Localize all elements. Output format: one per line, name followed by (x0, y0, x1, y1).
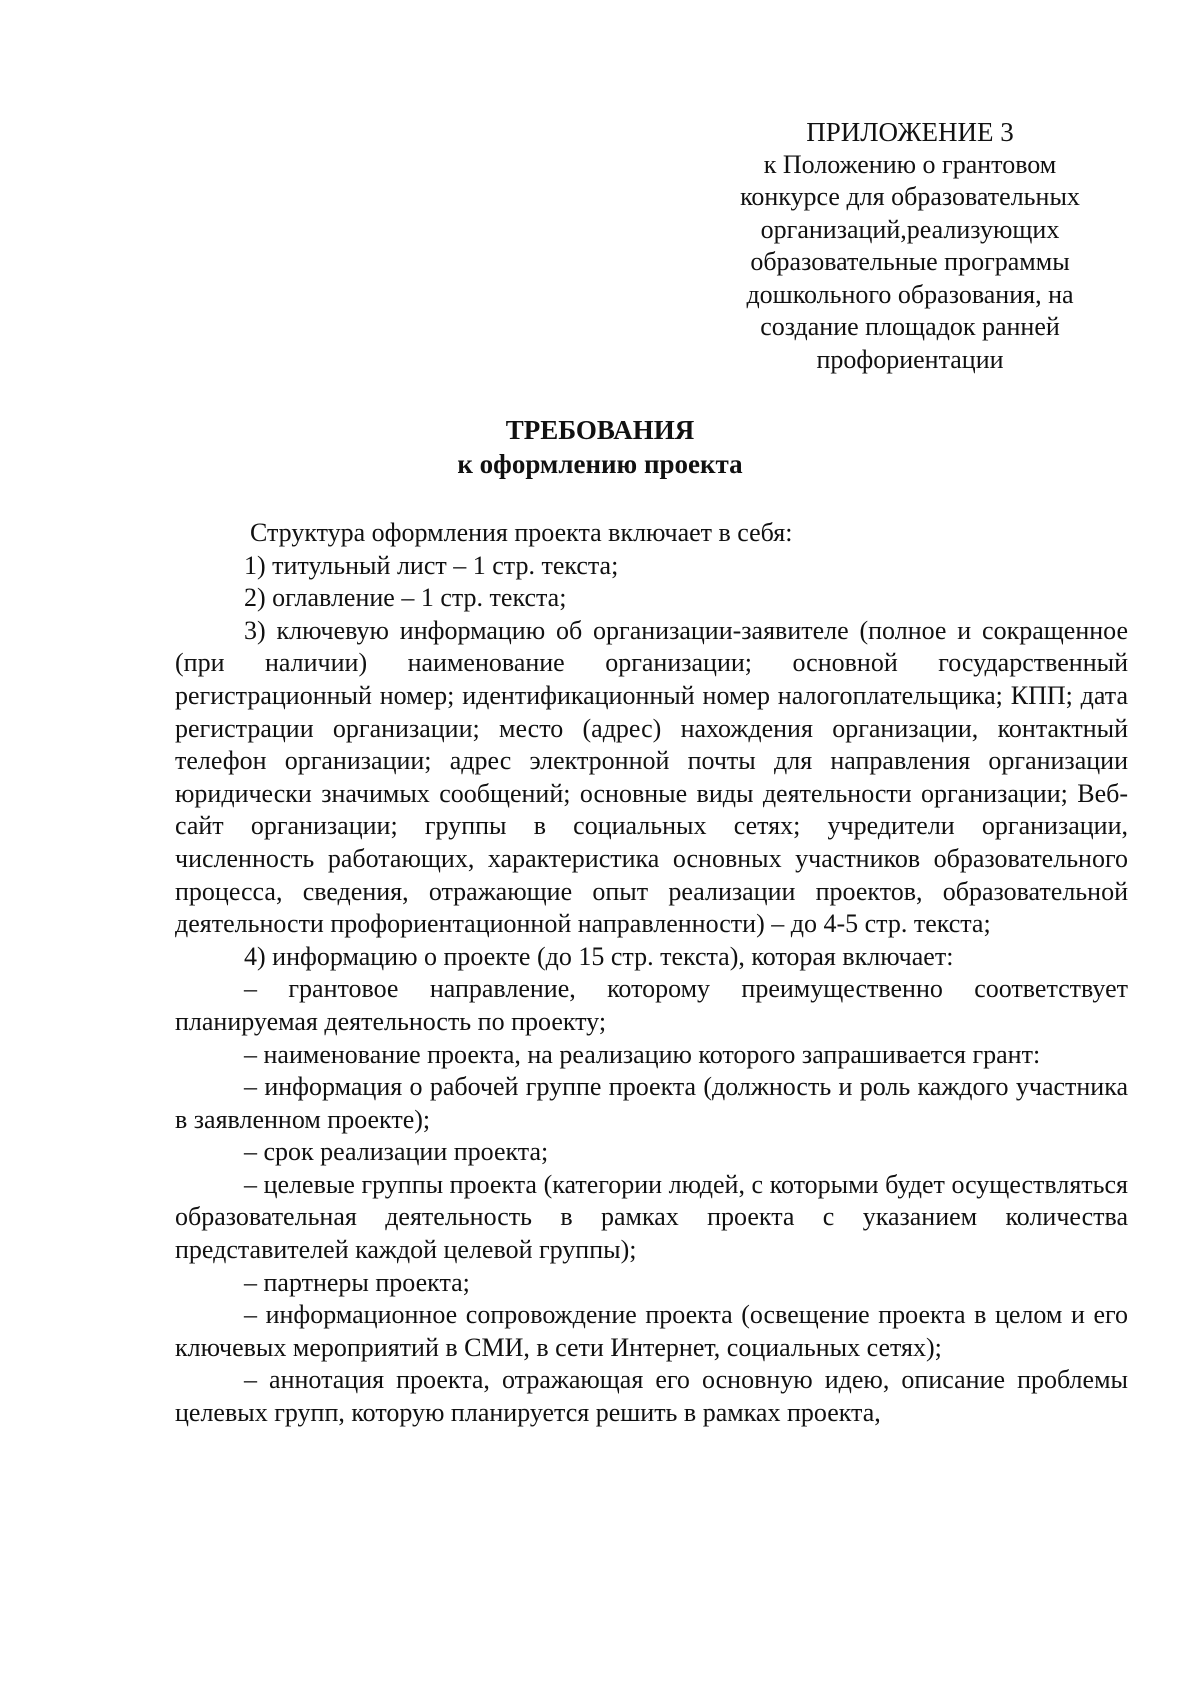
list-item-1: 1) титульный лист – 1 стр. текста; (244, 550, 619, 580)
list-item-4: 4) информацию о проекте (до 15 стр. текста), которая включает: (244, 941, 954, 971)
dash-item: – целевые группы проекта (категории людей, с которыми будет осуществляться образовательная деятельность в рамках проекта с указанием количества представителей каждой целевой группы); (175, 1169, 1128, 1265)
dash-item: – грантовое направление, которому преимущественно соответствует планируемая деятельность по проекту; (175, 974, 1128, 1036)
appendix-line: создание площадок ранней (760, 312, 1060, 341)
list-item-3: 3) ключевую информацию об организации-заявителе (полное и сокращенное (при наличии) наименование организации; основной государственный регистрационный номер; идентификационный номер налогоплательщика; КПП; дата регистрации организации; место (адрес) нахождения организации, контактный телефон организации; адрес электронной почты для направления организации юридически значимых сообщений; основные виды деятельности организации; Веб-сайт организации; группы в социальных сетях; учредители организации, численность работающих, характеристика основных участников образовательного процесса, сведения, отражающие опыт реализации проектов, образовательной деятельности профориентационной направленности) – до 4-5 стр. текста; (175, 615, 1128, 939)
dash-item: – информационное сопровождение проекта (освещение проекта в целом и его ключевых мероприятий в СМИ, в сети Интернет, социальных сетях); (175, 1300, 1128, 1362)
appendix-line: организаций,реализующих (760, 214, 1060, 244)
document-body (175, 517, 1128, 1430)
appendix-block (700, 116, 1120, 376)
title-main: ТРЕБОВАНИЯ (505, 415, 695, 445)
appendix-line: профориентации (816, 344, 1004, 374)
appendix-line: к Положению о грантовом (763, 149, 1057, 179)
dash-item: – партнеры проекта; (244, 1267, 470, 1297)
appendix-line: образовательные программы (750, 247, 1070, 276)
list-item-2: 2) оглавление – 1 стр. текста; (244, 583, 567, 613)
intro-paragraph: Структура оформления проекта включает в себя: (250, 518, 793, 547)
appendix-line: дошкольного образования, на (746, 279, 1074, 309)
title-sub: к оформлению проекта (457, 449, 743, 479)
appendix-line: конкурсе для образовательных (740, 182, 1080, 211)
dash-item: – информация о рабочей группе проекта (должность и роль каждого участника в заявленном проекте); (175, 1072, 1128, 1134)
document-title (0, 413, 1200, 481)
dash-item: – срок реализации проекта; (244, 1137, 549, 1167)
appendix-heading: ПРИЛОЖЕНИЕ 3 (806, 117, 1014, 147)
dash-item: – аннотация проекта, отражающая его основную идею, описание проблемы целевых групп, которую планируется решить в рамках проекта, (175, 1365, 1128, 1428)
dash-item: – наименование проекта, на реализацию которого запрашивается грант: (244, 1039, 1041, 1069)
